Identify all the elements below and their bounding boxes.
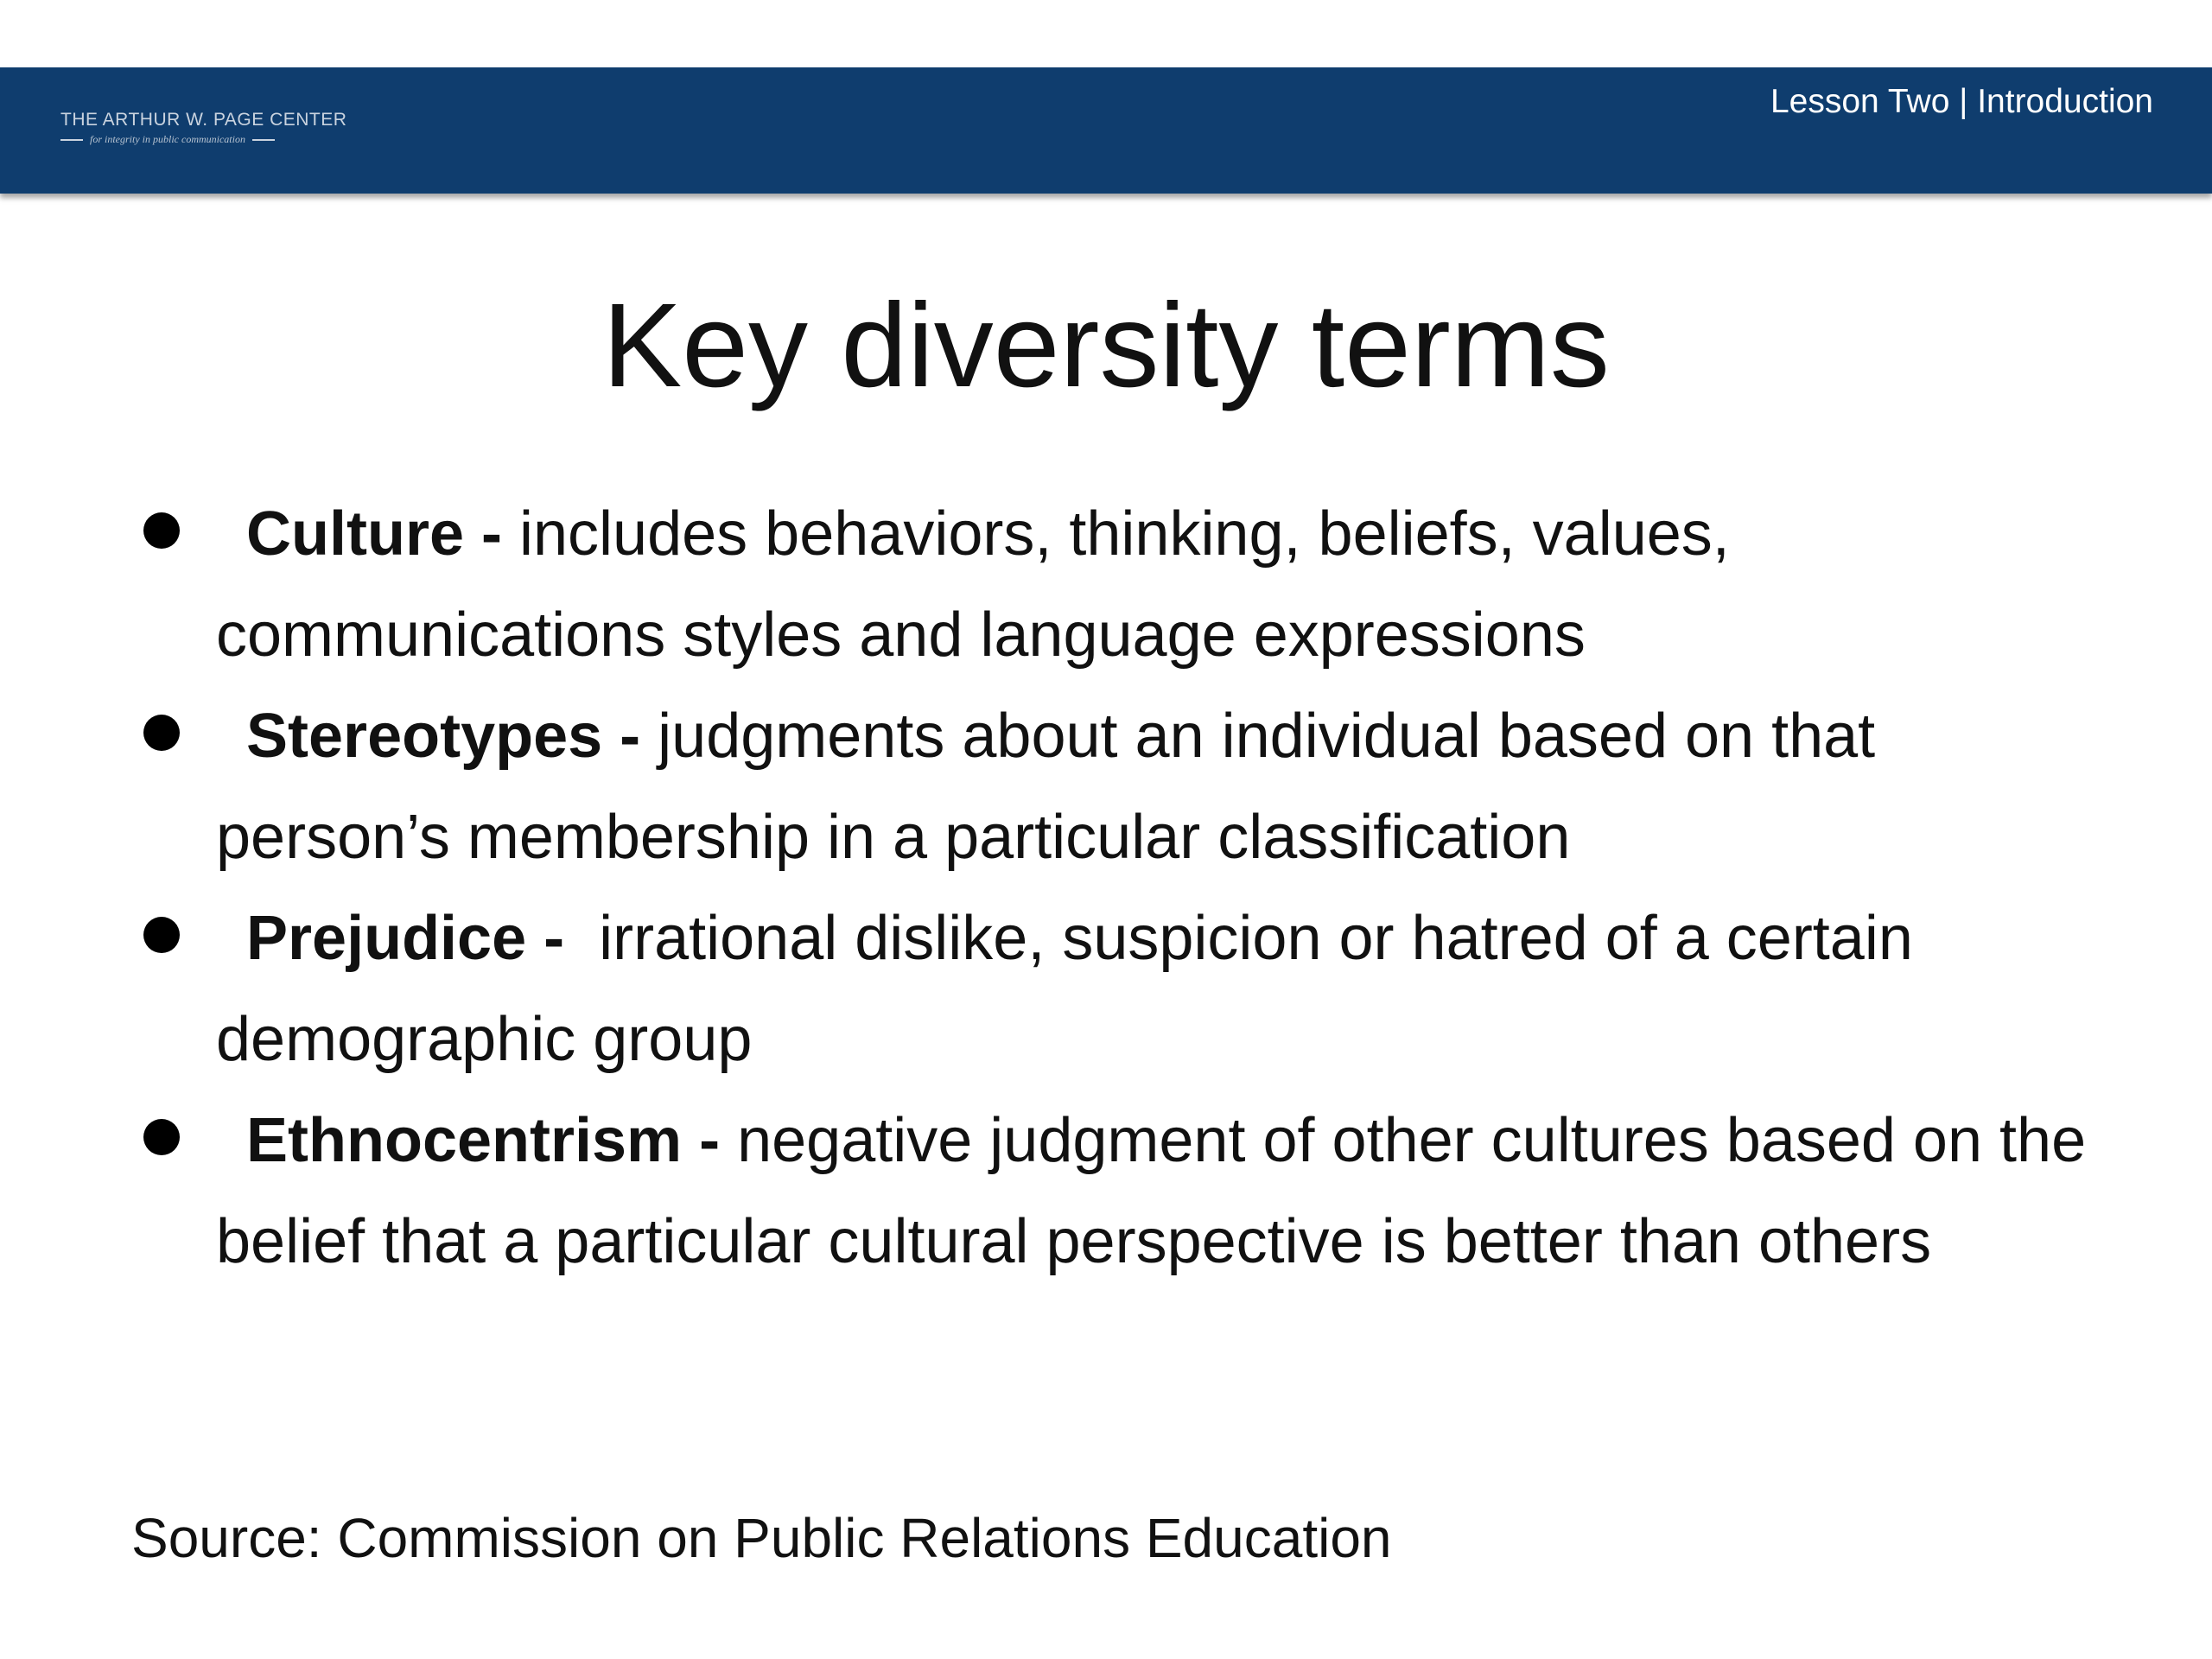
bullet-icon (143, 917, 180, 953)
term-item-stereotypes (130, 686, 2117, 888)
logo-name: THE ARTHUR W. PAGE CENTER (60, 110, 347, 130)
logo-rule-left (60, 139, 83, 141)
bullet-icon (143, 1119, 180, 1155)
term-item-prejudice (130, 888, 2117, 1090)
page-center-logo (60, 109, 347, 146)
slide-title: Key diversity terms (602, 279, 1610, 412)
logo-rule-right (252, 139, 275, 141)
term-label: Culture - (246, 499, 502, 569)
term-label: Ethnocentrism - (246, 1106, 721, 1175)
bullet-icon (143, 715, 180, 751)
term-item-culture (130, 484, 2117, 686)
term-item-ethnocentrism (130, 1090, 2117, 1293)
term-label: Stereotypes - (246, 702, 641, 771)
lesson-label: Lesson Two | Introduction (1770, 83, 2153, 120)
source-note: Source: Commission on Public Relations Education (131, 1507, 1392, 1569)
terms-list (130, 484, 2117, 1293)
logo-tagline-row (60, 133, 328, 146)
logo-tagline: for integrity in public communication (90, 133, 245, 145)
bullet-icon (143, 512, 180, 549)
term-definition: includes behaviors, thinking, beliefs, values, communications styles and language expressions (216, 499, 1730, 670)
term-definition: irrational dislike, suspicion or hatred of a certain demographic group (216, 904, 1930, 1074)
term-label: Prejudice - (246, 904, 565, 973)
header-bar (0, 67, 2212, 194)
term-definition: judgments about an individual based on that person’s membership in a particular classification (216, 702, 1876, 872)
term-definition: negative judgment of other cultures based on the belief that a particular cultural perspective is better than others (216, 1106, 2087, 1276)
